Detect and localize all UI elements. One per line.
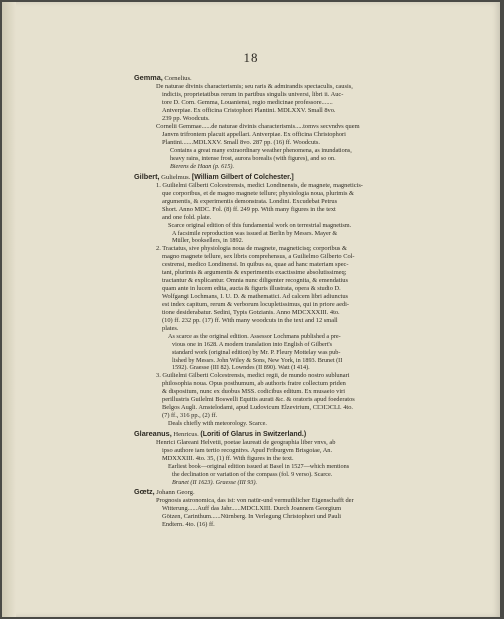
annotation-line: Deals chiefly with meteorology. Scarce.	[168, 420, 267, 428]
citation-line: (10) ff. 232 pp. (17) ff. With many woodcuts in the text and 12 small	[162, 317, 338, 325]
citation-line: Antverpiae. Ex officina Cristophori Plantini. MDLXXV. Small 8vo.	[162, 107, 336, 115]
annotation-line: A facsimile reproduction was issued at Berlin by Messrs. Mayer &	[172, 229, 338, 237]
entry-heading	[134, 488, 479, 497]
citation-line: 1. Guilielmi Gilberti Colcestrensis, medici Londinensis, de magnete, magneticis-	[156, 181, 363, 189]
annotation-line: heavy rains, intense frost, aurora borealis (with figures), and so on.	[170, 155, 336, 163]
annotation-line: vious one in 1628. A modern translation into English of Gilbert's	[172, 341, 333, 349]
author-surname: Glareanus,	[134, 428, 172, 438]
citation-line: Wolfgangi Lochmans, I. U. D. & mathematici. Ad calcem libri adiunctus	[162, 293, 349, 301]
entry-heading	[134, 173, 479, 182]
citation-line: tractantur & explicantur. Omnia nunc diligenter recognita, & emendatius	[162, 277, 348, 285]
bibliography-content	[134, 72, 479, 529]
annotation-line: Bierens de Haan (p. 615).	[170, 162, 235, 170]
entry-glareanus	[134, 430, 479, 486]
entry-heading	[134, 74, 479, 83]
citation-line: Plantini.......MDLXXV. Small 8vo. 287 pp. (16) ff. Woodcuts.	[162, 139, 321, 147]
citation-line: Endtern. 4to. (16) ff.	[162, 521, 215, 529]
page-number: 18	[243, 50, 259, 65]
author-given-name: Henricus.	[173, 430, 199, 438]
citation-line: philosophia noua. Opus posthumum, ab authoris fratre collectum priden	[162, 380, 346, 387]
citation-line: tore D. Corn. Gemma, Louaniensi, regio medicinae professore.......	[162, 99, 333, 107]
author-given-name: Cornelius.	[164, 75, 192, 82]
citation-line: tione desiderabatur. Sedini, Typis Gotzianis. Anno MDCXXXIII. 4to.	[162, 309, 340, 317]
citation-line: De naturae divinis characterismis; seu raris & admirandis spectaculis, causis,	[156, 83, 353, 91]
entry-heading	[134, 430, 479, 439]
author-surname: Gœtz,	[134, 487, 155, 497]
annotation-line: Müller, booksellers, in 1892.	[172, 237, 244, 245]
citation-line: indiciis, proprietatibus rerum in partibus singulis universi, libri ii. Auc-	[162, 91, 344, 99]
citation-line: quam ante in lucem edita, aucta & figuris illustrata, opera & studio D.	[162, 285, 341, 293]
author-surname: Gemma,	[134, 73, 163, 82]
citation-line: argumentis, & experimentis demonstrata. Londini. Excudebat Petrus	[162, 197, 338, 205]
author-given-name: Johann Georg.	[156, 489, 195, 497]
citation-line: 2. Tractatus, sive physiologia noua de magnete, magneticisq; corporibus &	[156, 244, 347, 252]
citation-line: 239 pp. Woodcuts.	[162, 115, 210, 123]
citation-line: Short. Anno MDC. Fol. (8) ff. 249 pp. With many figures in the text	[162, 205, 336, 213]
entry-gemma	[134, 74, 479, 171]
annotation-line: As scarce as the original edition. Assessor Lochmans published a pre-	[168, 333, 341, 341]
citation-line: que corporibus, et de magno magnete tellure; physiologia noua, plurimis &	[162, 189, 355, 197]
citation-line: 3. Guilielmi Gilberti Colcestrensis, medici regii, de mundo nostro sublunari	[156, 371, 350, 379]
annotation-line: 1592). Graesse (III 82). Lowndes (II 890). Watt (I 414).	[172, 364, 310, 372]
annotation-line: Brunet (II 1623). Graesse (III 93).	[172, 478, 258, 486]
annotation-line: Earliest book—original edition issued at Basel in 1527—which mentions	[168, 463, 350, 471]
citation-line: Götzen, Carinthum......Nürnberg. In Verlegung Christophori und Pauli	[162, 513, 342, 521]
citation-line: (7) ff., 316 pp., (2) ff.	[162, 412, 218, 420]
citation-line: MDXXXIII. 4to. 35, (1) ff. With figures in the text.	[162, 455, 294, 463]
citation-line: Witterung......Auff das Jahr......MDCLXIII. Durch Joannem Georgium	[162, 505, 342, 513]
author-alias: (Loriti of Glarus in Switzerland.)	[200, 430, 307, 438]
entry-gilbert	[134, 173, 479, 428]
citation-line: Prognosis astronomica, das ist: von natür-und vermuthlicher Eigenschafft der	[156, 497, 354, 505]
citation-line: Cornelii Gemmae......de naturae divinis characterismis.....tomvs secvndvs quem	[156, 123, 360, 131]
citation-line: & dispositum, nunc ex duobus MSS. codicibus editum. Ex musaeio viri	[162, 388, 346, 396]
citation-line: and one fold. plate.	[162, 213, 212, 221]
annotation-line: the declination or variation of the compass (fol. 9 verso). Scarce.	[172, 470, 333, 478]
annotation-line: lished by Messrs. John Wiley & Sons, New York, in 1893. Brunet (II	[172, 356, 343, 364]
citation-line: est index capitum, rerum & verborum locupletissimus, qui in priore aedi-	[162, 301, 350, 309]
citation-line: magno magnete tellure, sex libris comprehensus, a Guilielmo Gilberto Col-	[162, 252, 355, 260]
citation-line: Janvm trifrontem placuit appellari. Antverpiae. Ex officina Christophori	[162, 131, 346, 139]
book-page	[2, 2, 500, 617]
citation-line: cestrensi, medico Londinensi. In quibus ea, quae ad hanc materiam spec-	[162, 261, 349, 269]
citation-line: Belgos Augli. Amstelodami, apud Ludovicum Elzevirium, CIƆIƆCLI. 4to.	[162, 404, 353, 412]
citation-line: Henrici Glareani Helvetii, poetae laureati de geographia liber vnvs, ab	[156, 438, 336, 446]
author-surname: Gilbert,	[134, 171, 160, 181]
entry-goetz	[134, 488, 479, 529]
author-alias: [William Gilbert of Colchester.]	[191, 173, 294, 181]
annotation-line: Scarce original edition of this fundamental work on terrestrial magnetism.	[168, 221, 352, 229]
author-given-name: Gulielmus.	[161, 173, 191, 181]
citation-line: ipso authore iam tertio recognitvs. Apud Friburgvm Brisgoiae, An.	[162, 447, 333, 455]
citation-line: perillustris Guilelmi Boswelli Equitis aurati &c. & oratoris apud foederatos	[162, 396, 355, 404]
annotation-line: Contains a great many extraordinary weather phenomena, as inundations,	[170, 147, 352, 155]
citation-line: plates.	[162, 325, 179, 333]
page-gutter-shadow	[2, 2, 16, 617]
citation-line: tant, plurimis & argumentis & experimentis exactissime absolutissimeq;	[162, 269, 347, 277]
annotation-line: standard work (original edition) by Mr. P. Fleury Mottelay was pub-	[172, 348, 341, 356]
